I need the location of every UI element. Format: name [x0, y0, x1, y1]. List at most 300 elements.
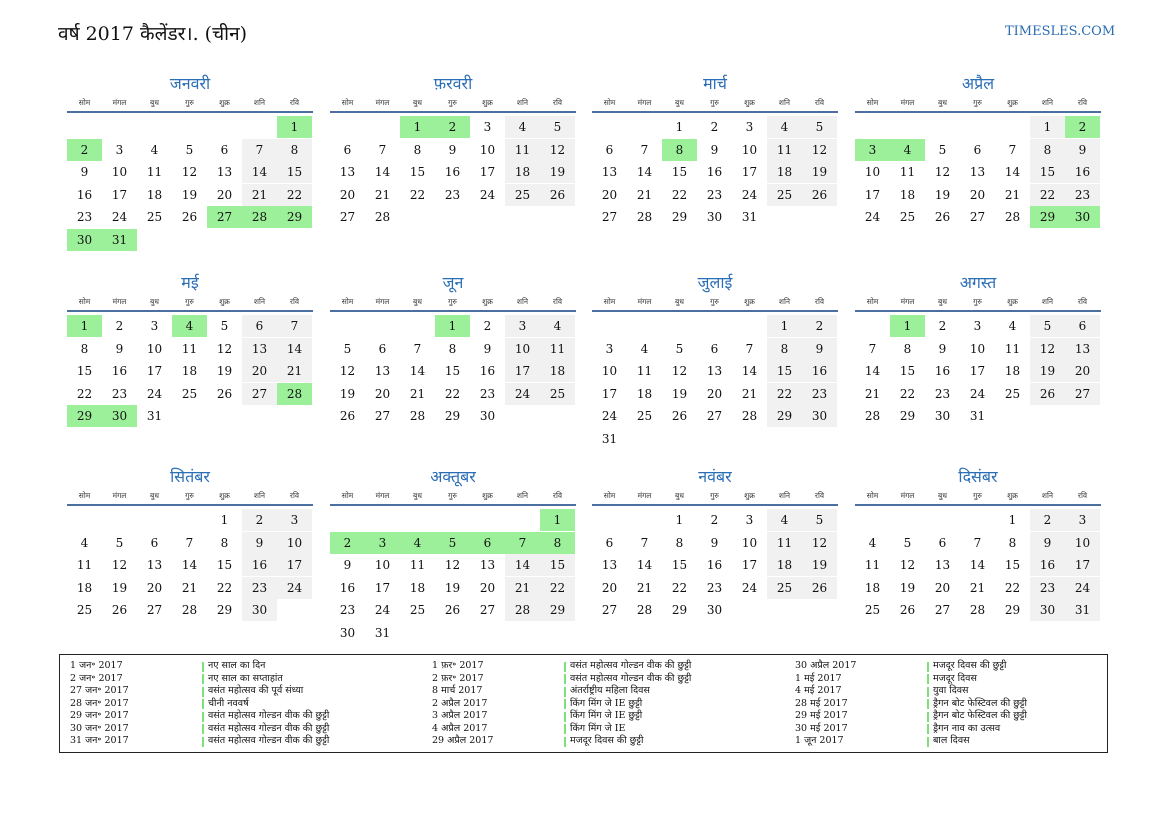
day-cell: 17 — [1065, 554, 1100, 576]
day-cell: 25 — [146, 210, 163, 224]
weekday-label: शुक्र — [482, 98, 493, 107]
weekday-label: शनि — [778, 491, 791, 500]
day-cell: 11 — [1004, 341, 1021, 356]
weekday-label: बुध — [675, 491, 684, 500]
day-cell: 22 — [1004, 580, 1021, 595]
month-name: सितंबर — [170, 467, 210, 486]
day-cell: 1 — [675, 513, 684, 527]
day-cell: 13 — [601, 165, 618, 179]
weekday-label: गुरु — [710, 491, 719, 500]
day-cell: 16 — [242, 554, 277, 576]
day-cell: 3 — [505, 315, 540, 337]
day-cell: 15 — [767, 360, 802, 382]
day-cell: 17 — [146, 364, 163, 378]
day-cell: 17 — [374, 580, 391, 595]
day-cell: 29 — [671, 210, 688, 224]
month-name: नवंबर — [698, 467, 732, 486]
day-cell: 28 — [741, 409, 758, 423]
weekday-label: शुक्र — [744, 491, 755, 500]
weekday-label: सोम — [341, 98, 354, 107]
weekday-label: मंगल — [112, 98, 127, 107]
day-cell: 27 — [934, 603, 951, 617]
day-cell: 29 — [216, 603, 233, 617]
day-cell: 30 — [706, 603, 723, 617]
weekday-label: शुक्र — [1007, 98, 1018, 107]
legend-marker — [202, 737, 204, 747]
day-cell: 25 — [409, 603, 426, 617]
legend-marker — [564, 674, 566, 684]
day-cell: 19 — [216, 364, 233, 378]
legend-holiday-name: ड्रैगन बोट फेस्टिवल की छुट्टी — [933, 710, 1027, 721]
weekday-label: शुक्र — [219, 98, 230, 107]
day-cell: 10 — [479, 142, 496, 157]
day-cell: 16 — [111, 364, 128, 378]
day-cell: 31 — [741, 210, 758, 224]
day-cell: 24 — [505, 383, 540, 405]
day-cell: 26 — [540, 184, 575, 206]
month-header-rule — [67, 111, 313, 113]
site-link[interactable]: TIMESLES.COM — [1005, 24, 1116, 39]
day-cell: 3 — [745, 513, 754, 527]
day-cell: 26 — [444, 603, 461, 617]
legend-date: 1 जन॰ 2017 — [70, 660, 123, 671]
day-cell: 2 — [242, 509, 277, 531]
weekday-label: शनि — [516, 491, 529, 500]
day-cell: 27 — [601, 603, 618, 617]
day-cell: 20 — [479, 580, 496, 595]
day-cell: 28 — [636, 603, 653, 617]
day-cell: 2 — [802, 315, 837, 337]
legend-holiday-name: किंग मिंग जे IE छुट्टी — [570, 697, 643, 709]
weekday-label: मंगल — [637, 98, 652, 107]
day-cell: 13 — [146, 558, 163, 572]
day-cell: 6 — [150, 535, 159, 550]
day-cell: 21 — [181, 580, 198, 595]
day-cell: 15 — [1030, 161, 1065, 183]
day-cell: 24 — [864, 210, 881, 224]
holiday-day-cell: 2 — [435, 116, 470, 138]
legend-holiday-name: अंतर्राष्ट्रीय महिला दिवस — [570, 685, 650, 696]
weekday-label: शनि — [1041, 491, 1054, 500]
holiday-day-cell: 6 — [470, 532, 505, 554]
day-cell: 11 — [767, 532, 802, 554]
day-cell: 26 — [899, 603, 916, 617]
day-cell: 7 — [640, 535, 649, 550]
weekday-label: गुरु — [710, 98, 719, 107]
day-cell: 26 — [1030, 383, 1065, 405]
weekday-label: बुध — [675, 98, 684, 107]
legend-marker — [564, 724, 566, 734]
day-cell: 7 — [378, 142, 387, 157]
day-cell: 25 — [76, 603, 93, 617]
day-cell: 12 — [802, 532, 837, 554]
legend-holiday-name: वसंत महोत्सव गोल्डन वीक की छुट्टी — [208, 722, 330, 734]
day-cell: 18 — [864, 580, 881, 595]
day-cell: 4 — [150, 142, 159, 157]
day-cell: 27 — [339, 210, 356, 224]
month-name: मार्च — [703, 74, 727, 93]
day-cell: 7 — [745, 341, 754, 356]
day-cell: 16 — [934, 364, 951, 378]
weekday-label: शुक्र — [219, 491, 230, 500]
day-cell: 6 — [242, 315, 277, 337]
day-cell: 4 — [640, 341, 649, 356]
day-cell: 29 — [671, 603, 688, 617]
day-cell: 2 — [1030, 509, 1065, 531]
weekday-label: मंगल — [637, 491, 652, 500]
day-cell: 19 — [934, 187, 951, 202]
day-cell: 24 — [741, 580, 758, 595]
day-cell: 12 — [540, 139, 575, 161]
day-cell: 19 — [802, 554, 837, 576]
month-header-rule — [330, 111, 576, 113]
day-cell: 25 — [864, 603, 881, 617]
day-cell: 12 — [216, 341, 233, 356]
weekday-label: सोम — [341, 297, 354, 306]
day-cell: 1 — [1008, 513, 1017, 527]
legend-holiday-name: बाल दिवस — [933, 735, 970, 746]
day-cell: 6 — [378, 341, 387, 356]
legend-date: 30 अप्रैल 2017 — [795, 660, 857, 671]
day-cell: 9 — [483, 341, 492, 356]
day-cell: 4 — [767, 509, 802, 531]
day-cell: 11 — [76, 558, 93, 572]
day-cell: 18 — [1004, 364, 1021, 378]
day-cell: 12 — [802, 139, 837, 161]
weekday-label: शनि — [778, 98, 791, 107]
day-cell: 4 — [868, 535, 877, 550]
legend-holiday-name: ड्रैगन बोट फेस्टिवल की छुट्टी — [933, 697, 1027, 709]
legend-holiday-name: ड्रैगन नाव का उत्सव — [933, 722, 1001, 734]
day-cell: 29 — [1004, 603, 1021, 617]
day-cell: 7 — [640, 142, 649, 157]
day-cell: 11 — [505, 139, 540, 161]
day-cell: 21 — [741, 386, 758, 401]
month-name: अप्रैल — [961, 74, 995, 93]
day-cell: 20 — [242, 360, 277, 382]
weekday-label: सोम — [603, 98, 616, 107]
day-cell: 26 — [216, 386, 233, 401]
legend-date: 29 जन॰ 2017 — [70, 710, 129, 721]
day-cell: 30 — [934, 409, 951, 423]
legend-date: 8 मार्च 2017 — [432, 685, 483, 696]
legend-date: 4 मई 2017 — [795, 685, 842, 696]
day-cell: 7 — [868, 341, 877, 356]
weekday-label: रवि — [1077, 491, 1088, 500]
day-cell: 23 — [802, 383, 837, 405]
weekday-label: शनि — [1041, 297, 1054, 306]
day-cell: 15 — [899, 364, 916, 378]
day-cell: 18 — [409, 580, 426, 595]
page-title: वर्ष 2017 कैलेंडर।. (चीन) — [58, 23, 248, 45]
legend-holiday-name: किंग मिंग जे IE — [570, 722, 626, 734]
day-cell: 18 — [636, 386, 653, 401]
holiday-day-cell: 28 — [277, 383, 312, 405]
day-cell: 27 — [1065, 383, 1100, 405]
day-cell: 14 — [277, 338, 312, 360]
legend-holiday-name: चीनी नववर्ष — [208, 697, 249, 709]
legend-date: 31 जन॰ 2017 — [70, 735, 129, 746]
legend-marker — [927, 699, 929, 709]
day-cell: 3 — [150, 319, 159, 333]
day-cell: 17 — [864, 187, 881, 202]
day-cell: 5 — [938, 142, 947, 157]
day-cell: 10 — [277, 532, 312, 554]
day-cell: 29 — [444, 409, 461, 423]
day-cell: 29 — [899, 409, 916, 423]
day-cell: 28 — [181, 603, 198, 617]
day-cell: 19 — [540, 161, 575, 183]
day-cell: 12 — [1030, 338, 1065, 360]
day-cell: 10 — [864, 165, 881, 179]
day-cell: 4 — [767, 116, 802, 138]
weekday-label: बुध — [675, 297, 684, 306]
day-cell: 19 — [181, 187, 198, 202]
weekday-label: बुध — [938, 297, 947, 306]
day-cell: 16 — [706, 165, 723, 179]
day-cell: 24 — [146, 386, 163, 401]
day-cell: 11 — [409, 558, 426, 572]
legend-marker — [202, 674, 204, 684]
day-cell: 28 — [636, 210, 653, 224]
weekday-label: रवि — [289, 491, 300, 500]
legend-date: 28 मई 2017 — [795, 697, 848, 709]
weekday-label: शनि — [1041, 98, 1054, 107]
day-cell: 5 — [115, 535, 124, 550]
legend-marker — [927, 712, 929, 722]
weekday-label: शुक्र — [1007, 491, 1018, 500]
day-cell: 27 — [706, 409, 723, 423]
day-cell: 31 — [374, 625, 391, 640]
weekday-label: सोम — [78, 98, 91, 107]
legend-date: 2 अप्रैल 2017 — [432, 697, 488, 709]
holiday-day-cell: 3 — [365, 532, 400, 554]
day-cell: 13 — [242, 338, 277, 360]
weekday-label: सोम — [78, 297, 91, 306]
day-cell: 18 — [505, 161, 540, 183]
day-cell: 21 — [409, 386, 426, 401]
day-cell: 9 — [448, 142, 457, 157]
weekday-label: रवि — [814, 98, 825, 107]
day-cell: 25 — [1004, 386, 1021, 401]
day-cell: 10 — [505, 338, 540, 360]
day-cell: 6 — [605, 535, 614, 550]
day-cell: 17 — [277, 554, 312, 576]
day-cell: 20 — [146, 580, 163, 595]
day-cell: 21 — [277, 360, 312, 382]
day-cell: 27 — [601, 210, 618, 224]
weekday-label: मंगल — [375, 297, 390, 306]
day-cell: 24 — [601, 409, 618, 423]
day-cell: 28 — [409, 409, 426, 423]
day-cell: 24 — [111, 210, 128, 224]
legend-marker — [927, 737, 929, 747]
legend-marker — [564, 699, 566, 709]
weekday-label: बुध — [413, 98, 422, 107]
weekday-label: बुध — [150, 491, 159, 500]
day-cell: 16 — [1065, 161, 1100, 183]
month-header-rule — [592, 111, 838, 113]
day-cell: 24 — [374, 603, 391, 617]
day-cell: 13 — [706, 364, 723, 378]
legend-marker — [564, 687, 566, 697]
day-cell: 25 — [767, 577, 802, 599]
day-cell: 31 — [601, 431, 618, 446]
day-cell: 2 — [710, 513, 719, 527]
day-cell: 15 — [671, 165, 688, 179]
weekday-label: रवि — [814, 491, 825, 500]
day-cell: 23 — [76, 210, 93, 224]
legend-holiday-name: मजदूर दिवस की छुट्टी — [570, 735, 644, 746]
day-cell: 29 — [767, 405, 802, 427]
day-cell: 22 — [671, 580, 688, 595]
holiday-day-cell: 30 — [67, 229, 102, 251]
holiday-day-cell: 5 — [435, 532, 470, 554]
weekday-label: शनि — [253, 297, 266, 306]
day-cell: 14 — [505, 554, 540, 576]
day-cell: 10 — [601, 364, 618, 378]
day-cell: 27 — [969, 210, 986, 224]
weekday-label: मंगल — [637, 297, 652, 306]
holiday-day-cell: 7 — [505, 532, 540, 554]
weekday-label: शुक्र — [744, 297, 755, 306]
day-cell: 9 — [802, 338, 837, 360]
day-cell: 26 — [802, 184, 837, 206]
day-cell: 24 — [969, 386, 986, 401]
holiday-day-cell: 1 — [277, 116, 312, 138]
day-cell: 9 — [938, 341, 947, 356]
day-cell: 5 — [675, 341, 684, 356]
day-cell: 7 — [277, 315, 312, 337]
weekday-label: रवि — [552, 297, 563, 306]
weekday-label: गुरु — [185, 491, 194, 500]
day-cell: 9 — [710, 142, 719, 157]
day-cell: 2 — [710, 120, 719, 134]
day-cell: 10 — [1065, 532, 1100, 554]
month-name: फ़रवरी — [433, 74, 473, 93]
legend-holiday-name: नए साल का सप्ताहांत — [208, 672, 283, 684]
day-cell: 30 — [479, 409, 496, 423]
weekday-label: रवि — [1077, 98, 1088, 107]
legend-holiday-name: किंग मिंग जे IE छुट्टी — [570, 710, 643, 721]
day-cell: 17 — [479, 165, 496, 179]
holiday-day-cell: 3 — [855, 139, 890, 161]
weekday-label: शुक्र — [1007, 297, 1018, 306]
day-cell: 9 — [710, 535, 719, 550]
month-header-rule — [592, 504, 838, 506]
day-cell: 31 — [969, 409, 986, 423]
day-cell: 6 — [710, 341, 719, 356]
holiday-day-cell: 29 — [277, 206, 312, 228]
legend-marker — [202, 724, 204, 734]
weekday-label: गुरु — [710, 297, 719, 306]
holiday-day-cell: 4 — [400, 532, 435, 554]
weekday-label: रवि — [289, 297, 300, 306]
day-cell: 20 — [934, 580, 951, 595]
day-cell: 25 — [767, 184, 802, 206]
day-cell: 7 — [413, 341, 422, 356]
day-cell: 21 — [636, 187, 653, 202]
day-cell: 20 — [374, 386, 391, 401]
day-cell: 8 — [1030, 139, 1065, 161]
legend-date: 28 जन॰ 2017 — [70, 697, 129, 709]
month-name: अगस्त — [959, 273, 997, 292]
weekday-label: मंगल — [900, 98, 915, 107]
legend-holiday-name: युवा दिवस — [933, 685, 969, 696]
day-cell: 10 — [741, 535, 758, 550]
month-header-rule — [855, 310, 1101, 312]
day-cell: 23 — [242, 577, 277, 599]
day-cell: 16 — [1030, 554, 1065, 576]
legend-holiday-name: वसंत महोत्सव गोल्डन वीक की छुट्टी — [570, 672, 692, 684]
weekday-label: सोम — [603, 491, 616, 500]
day-cell: 23 — [111, 386, 128, 401]
day-cell: 23 — [339, 603, 356, 617]
day-cell: 28 — [969, 603, 986, 617]
day-cell: 30 — [802, 405, 837, 427]
day-cell: 8 — [413, 142, 422, 157]
day-cell: 21 — [864, 386, 881, 401]
month-header-rule — [330, 504, 576, 506]
day-cell: 18 — [181, 364, 198, 378]
holiday-day-cell: 1 — [435, 315, 470, 337]
weekday-label: शनि — [253, 491, 266, 500]
day-cell: 11 — [636, 364, 653, 378]
holiday-day-cell: 31 — [102, 229, 137, 251]
day-cell: 24 — [1065, 577, 1100, 599]
weekday-label: गुरु — [448, 491, 457, 500]
day-cell: 8 — [767, 338, 802, 360]
day-cell: 3 — [973, 319, 982, 333]
day-cell: 26 — [339, 409, 356, 423]
legend-date: 29 अप्रैल 2017 — [432, 735, 494, 746]
holiday-day-cell: 4 — [890, 139, 925, 161]
month-header-rule — [67, 504, 313, 506]
day-cell: 5 — [802, 116, 837, 138]
day-cell: 8 — [903, 341, 912, 356]
day-cell: 28 — [864, 409, 881, 423]
day-cell: 11 — [146, 165, 163, 179]
legend-date: 30 जन॰ 2017 — [70, 722, 129, 734]
holiday-day-cell: 1 — [67, 315, 102, 337]
weekday-label: शनि — [253, 98, 266, 107]
day-cell: 14 — [374, 165, 391, 179]
weekday-label: बुध — [938, 98, 947, 107]
day-cell: 17 — [741, 165, 758, 179]
day-cell: 10 — [969, 341, 986, 356]
weekday-label: रवि — [1077, 297, 1088, 306]
day-cell: 16 — [444, 165, 461, 179]
day-cell: 9 — [115, 341, 124, 356]
holiday-day-cell: 1 — [400, 116, 435, 138]
day-cell: 24 — [741, 187, 758, 202]
day-cell: 14 — [969, 558, 986, 572]
legend-marker — [927, 662, 929, 672]
day-cell: 21 — [505, 577, 540, 599]
holiday-day-cell: 29 — [1030, 206, 1065, 228]
day-cell: 11 — [767, 139, 802, 161]
day-cell: 8 — [448, 341, 457, 356]
day-cell: 18 — [767, 554, 802, 576]
day-cell: 22 — [899, 386, 916, 401]
weekday-label: शनि — [778, 297, 791, 306]
day-cell: 18 — [146, 187, 163, 202]
day-cell: 7 — [973, 535, 982, 550]
day-cell: 26 — [934, 210, 951, 224]
day-cell: 29 — [540, 599, 575, 621]
day-cell: 8 — [220, 535, 229, 550]
day-cell: 12 — [339, 364, 356, 378]
